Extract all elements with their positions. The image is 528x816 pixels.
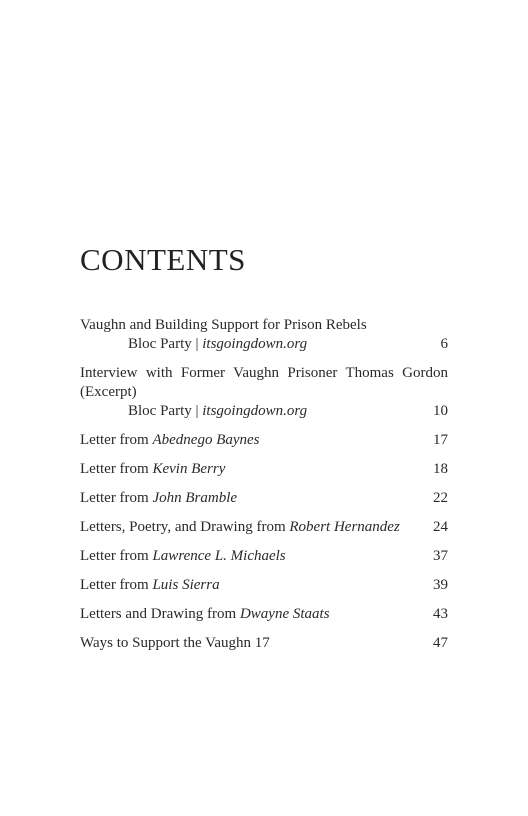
entry-prefix: Letter from — [80, 490, 149, 506]
source-prefix: Bloc Party | — [128, 403, 199, 419]
toc-entry — [80, 605, 448, 624]
table-of-contents — [80, 316, 448, 663]
toc-entry — [80, 364, 448, 421]
entry-prefix: Letters and Drawing from — [80, 606, 237, 622]
contents-heading: CONTENTS — [80, 242, 246, 277]
entry-source — [80, 402, 448, 421]
toc-entry — [80, 576, 448, 595]
toc-entry — [80, 460, 448, 479]
toc-entry — [80, 431, 448, 450]
source-prefix: Bloc Party | — [128, 336, 199, 352]
toc-entry — [80, 547, 448, 566]
entry-name: Kevin Berry — [152, 461, 226, 477]
source-site: itsgoingdown.org — [202, 336, 308, 352]
source-site: itsgoingdown.org — [202, 403, 308, 419]
entry-page-number: 18 — [433, 461, 448, 477]
entry-page-number: 39 — [433, 577, 448, 593]
entry-prefix: Letter from — [80, 432, 149, 448]
entry-prefix: Letter from — [80, 461, 149, 477]
entry-name: Luis Sierra — [152, 577, 220, 593]
toc-entry — [80, 316, 448, 354]
entry-prefix: Letter from — [80, 548, 149, 564]
entry-name: Robert Hernandez — [289, 519, 400, 535]
entry-title: Interview with Former Vaughn Prisoner Thomas Gordon (Excerpt) — [80, 365, 448, 400]
entry-page-number: 37 — [433, 548, 448, 564]
entry-page-number: 10 — [433, 403, 448, 419]
entry-source — [80, 335, 448, 354]
entry-name: Dwayne Staats — [239, 606, 330, 622]
entry-name: John Bramble — [152, 490, 238, 506]
entry-prefix: Letters, Poetry, and Drawing from — [80, 519, 286, 535]
entry-page-number: 47 — [433, 635, 448, 651]
entry-page-number: 43 — [433, 606, 448, 622]
entry-name: Abednego Baynes — [152, 432, 260, 448]
toc-entry — [80, 634, 448, 653]
entry-page-number: 6 — [440, 336, 448, 352]
entry-name: Lawrence L. Michaels — [152, 548, 286, 564]
entry-title: Vaughn and Building Support for Prison Rebels — [80, 317, 367, 333]
entry-page-number: 17 — [433, 432, 448, 448]
entry-prefix: Letter from — [80, 577, 149, 593]
entry-page-number: 24 — [433, 519, 448, 535]
entry-prefix: Ways to Support the Vaughn 17 — [80, 635, 270, 651]
toc-entry — [80, 489, 448, 508]
toc-entry — [80, 518, 448, 537]
entry-page-number: 22 — [433, 490, 448, 506]
